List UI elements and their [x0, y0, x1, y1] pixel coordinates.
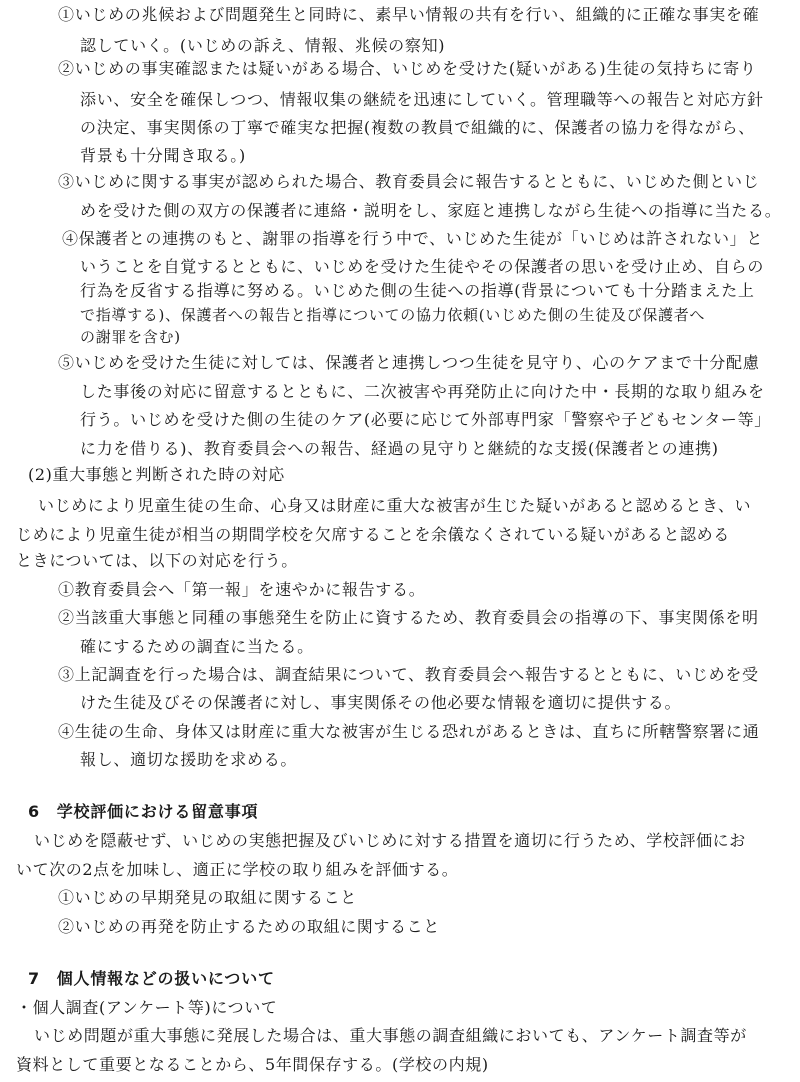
- text-line: めを受けた側の双方の保護者に連絡・説明をし、家庭と連携しながら生徒への指導に当たる。: [80, 201, 782, 220]
- paragraph-line: いじめ問題が重大事態に発展した場合は、重大事態の調査組織においても、アンケート調査等が: [34, 1026, 747, 1045]
- paragraph-line: いじめにより児童生徒の生命、心身又は財産に重大な被害が生じた疑いがあると認めるとき、い: [38, 496, 752, 515]
- text-line: 認していく。(いじめの訴え、情報、兆候の察知): [80, 36, 446, 55]
- text-line: の謝罪を含む): [80, 328, 181, 346]
- text-line: ③上記調査を行った場合は、調査結果について、教育委員会へ報告するとともに、いじめを受: [58, 665, 759, 684]
- text-line: に力を借りる)、教育委員会への報告、経過の見守りと継続的な支援(保護者との連携): [80, 439, 719, 458]
- text-line: いうことを自覚するとともに、いじめを受けた生徒やその保護者の思いを受け止め、自らの: [80, 257, 765, 276]
- text-line: 行為を反省する指導に努める。いじめた側の生徒への指導(背景についても十分踏まえた上: [80, 281, 755, 300]
- text-line: ②いじめの事実確認または疑いがある場合、いじめを受けた(疑いがある)生徒の気持ちに寄り: [58, 59, 757, 78]
- evaluation-item-2: ②いじめの再発を防止するための取組に関すること: [58, 917, 440, 936]
- bullet-line: ・個人調査(アンケート等)について: [16, 998, 278, 1017]
- text-line: 行う。いじめを受けた側の生徒のケア(必要に応じて外部専門家「警察や子どもセンター等」: [80, 410, 772, 429]
- text-line: ③いじめに関する事実が認められた場合、教育委員会に報告するとともに、いじめた側といじ: [58, 172, 760, 191]
- paragraph-line: いじめを隠蔽せず、いじめの実態把握及びいじめに対する措置を適切に行うため、学校評価にお: [34, 831, 746, 850]
- text-line: ⑤いじめを受けた生徒に対しては、保護者と連携しつつ生徒を見守り、心のケアまで十分配慮: [58, 353, 760, 372]
- paragraph-line: 資料として重要となることから、5年間保存する。(学校の内規): [16, 1055, 489, 1074]
- text-line: ①教育委員会へ「第一報」を速やかに報告する。: [58, 580, 426, 599]
- text-line: 背景も十分聞き取る。): [80, 146, 246, 165]
- evaluation-item-1: ①いじめの早期発見の取組に関すること: [58, 888, 357, 907]
- text-line: した事後の対応に留意するとともに、二次被害や再発防止に向けた中・長期的な取り組みを: [80, 382, 765, 401]
- text-line: ②当該重大事態と同種の事態発生を防止に資するため、教育委員会の指導の下、事実関係を明: [58, 608, 759, 627]
- text-line: 確にするための調査に当たる。: [80, 637, 314, 656]
- text-line: けた生徒及びその保護者に対し、事実関係その他必要な情報を適切に提供する。: [80, 693, 682, 712]
- paragraph-line: ときについては、以下の対応を行う。: [16, 551, 298, 570]
- text-line: 添い、安全を確保しつつ、情報収集の継続を迅速にしていく。管理職等への報告と対応方針: [80, 90, 764, 109]
- paragraph-line: いて次の2点を加味し、適正に学校の取り組みを評価する。: [16, 860, 459, 879]
- text-line: 報し、適切な援助を求める。: [80, 750, 298, 769]
- section-heading-6: 6 学校評価における留意事項: [28, 802, 259, 821]
- paragraph-line: じめにより児童生徒が相当の期間学校を欠席することを余儀なくされている疑いがあると認める: [16, 525, 730, 544]
- text-line: ④生徒の生命、身体又は財産に重大な被害が生じる恐れがあるときは、直ちに所轄警察署に通: [58, 722, 760, 741]
- text-line: の決定、事実関係の丁寧で確実な把握(複数の教員で組織的に、保護者の協力を得ながら、: [80, 118, 755, 137]
- text-line: ④保護者との連携のもと、謝罪の指導を行う中で、いじめた生徒が「いじめは許されない」と: [62, 229, 764, 248]
- text-line: で指導する)、保護者への報告と指導についての協力依頼(いじめた側の生徒及び保護者へ: [80, 306, 706, 324]
- text-line: ①いじめの兆候および問題発生と同時に、素早い情報の共有を行い、組織的に正確な事実を確: [58, 5, 760, 24]
- section-heading-7: 7 個人情報などの扱いについて: [28, 969, 275, 988]
- subsection-heading: (2)重大事態と判断された時の対応: [28, 465, 285, 484]
